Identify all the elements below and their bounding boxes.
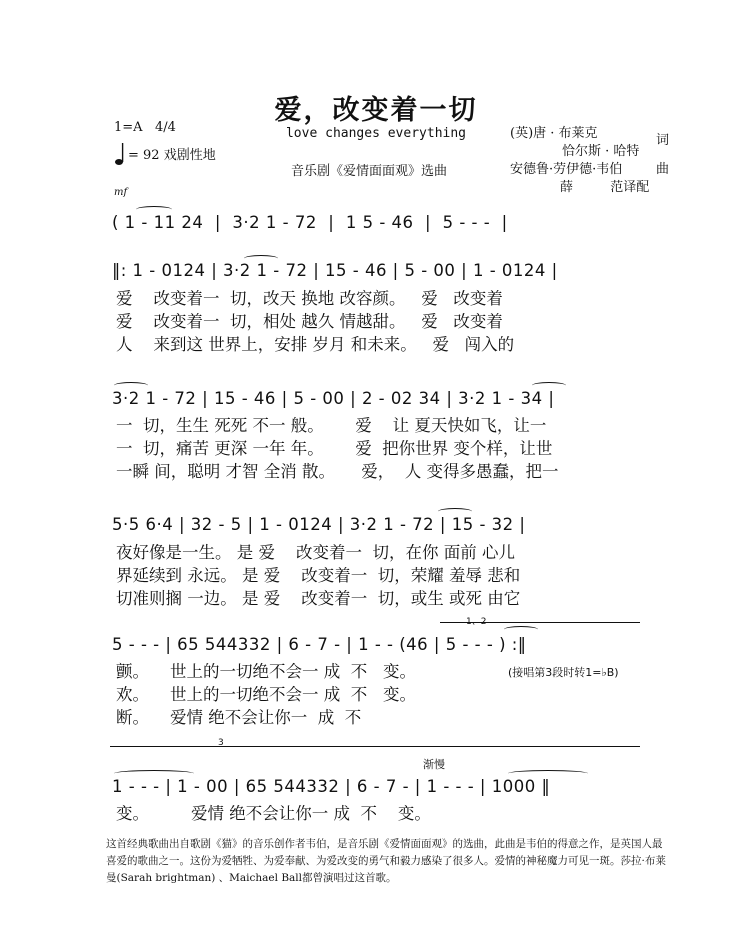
tie-mark: [244, 255, 278, 262]
translator: 薛 范译配: [560, 180, 650, 195]
volta-bracket-3: [110, 746, 640, 753]
key-signature: 1=A 4/4: [114, 120, 176, 135]
dynamic-marking: mf: [114, 187, 128, 198]
lyric-line-5: 变。 爱情 绝不会让你一 成 不 变。: [116, 804, 431, 823]
notes-line-1: ‖: 1 - 0124 | 3·2 1 - 72 | 15 - 46 | 5 - 00 | 1 - 0124 |: [112, 261, 558, 280]
tie-mark: [438, 508, 472, 515]
lyric-line-4-verse-3: 断。 爱情 绝不会让你一 成 不: [116, 708, 362, 727]
volta-label-1-2: 1、2: [466, 617, 487, 627]
tie-mark: [114, 382, 148, 389]
key-change-hint: (接唱第3段时转1=♭B): [508, 666, 619, 679]
lyric-role: 词: [656, 133, 670, 148]
tie-mark: [508, 770, 588, 777]
music-role: 曲: [656, 162, 670, 177]
footnote-paragraph: 这首经典歌曲出自歌剧《猫》的音乐创作者韦伯，是音乐剧《爱情面面观》的选曲，此曲是韦伯的得意之作，是英国人最喜爱的歌曲之一。这份为爱牺牲、为爱奉献、为爱改变的勇气和毅力感染了很多人。爱情的神秘魔力可见一斑。莎拉·布莱曼(Sarah brightman) 、Maichael Ball都曾演唱过这首歌。: [106, 838, 666, 884]
quarter-note-icon: [115, 142, 125, 166]
lyric-line-2-verse-2: 一 切，痛苦 更深 一年 年。 爱 把你世界 变个样，让世: [116, 439, 553, 458]
lyricist-2: 恰尔斯 · 哈特: [562, 144, 640, 159]
lyric-line-3-verse-2: 界延续到 永远。 是 爱 改变着一 切，荣耀 羞辱 悲和: [116, 566, 521, 585]
lyric-line-3-verse-3: 切准则搁 一边。 是 爱 改变着一 切，或生 或死 由它: [116, 589, 521, 608]
lyric-line-1-verse-3: 人 来到这 世界上，安排 岁月 和未来。 爱 闯入的: [116, 335, 515, 354]
song-title: 爱，改变着一切: [274, 95, 478, 126]
tempo-change: 渐慢: [423, 758, 445, 771]
intro-notes: ( 1 - 11 24 | 3·2 1 - 72 | 1 5 - 46 | 5 - - - |: [112, 213, 508, 232]
lyricist-1: (英)唐 · 布莱克: [510, 126, 598, 141]
volta-label-3: 3: [218, 738, 224, 748]
lyric-line-1-verse-2: 爱 改变着一 切，相处 越久 情越甜。 爱 改变着: [116, 312, 503, 331]
tie-mark: [114, 770, 194, 777]
composer: 安德鲁·劳伊德·韦伯: [510, 162, 623, 177]
lyric-line-2-verse-3: 一瞬 间，聪明 才智 全消 散。 爱， 人 变得多愚蠢，把一: [116, 462, 559, 481]
notes-line-5: 1 - - - | 1 - 00 | 65 544332 | 6 - 7 - | 1 - - - | 1000 ‖: [112, 777, 551, 796]
notes-line-2: 3·2 1 - 72 | 15 - 46 | 5 - 00 | 2 - 02 34 | 3·2 1 - 34 |: [112, 389, 555, 408]
source-line: 音乐剧《爱情面面观》选曲: [291, 164, 448, 179]
song-subtitle: love changes everything: [285, 126, 466, 141]
tie-mark: [532, 382, 566, 389]
tempo-marking: = 92 戏剧性地: [128, 148, 216, 163]
lyric-line-3-verse-1: 夜好像是一生。 是 爱 改变着一 切，在你 面前 心儿: [116, 543, 515, 562]
tie-mark: [136, 206, 172, 213]
lyric-line-4-verse-2: 欢。 世上的一切绝不会一 成 不 变。: [116, 685, 416, 704]
lyric-line-1-verse-1: 爱 改变着一 切，改天 换地 改容颜。 爱 改变着: [116, 289, 503, 308]
notes-line-4: 5 - - - | 65 544332 | 6 - 7 - | 1 - - (46 | 5 - - - ) :‖: [112, 635, 527, 654]
tie-mark: [504, 626, 538, 633]
lyric-line-2-verse-1: 一 切，生生 死死 不一 般。 爱 让 夏天快如飞，让一: [116, 416, 547, 435]
lyric-line-4-verse-1: 颤。 世上的一切绝不会一 成 不 变。: [116, 662, 416, 681]
notes-line-3: 5·5 6·4 | 32 - 5 | 1 - 0124 | 3·2 1 - 72 | 15 - 32 |: [112, 515, 526, 534]
